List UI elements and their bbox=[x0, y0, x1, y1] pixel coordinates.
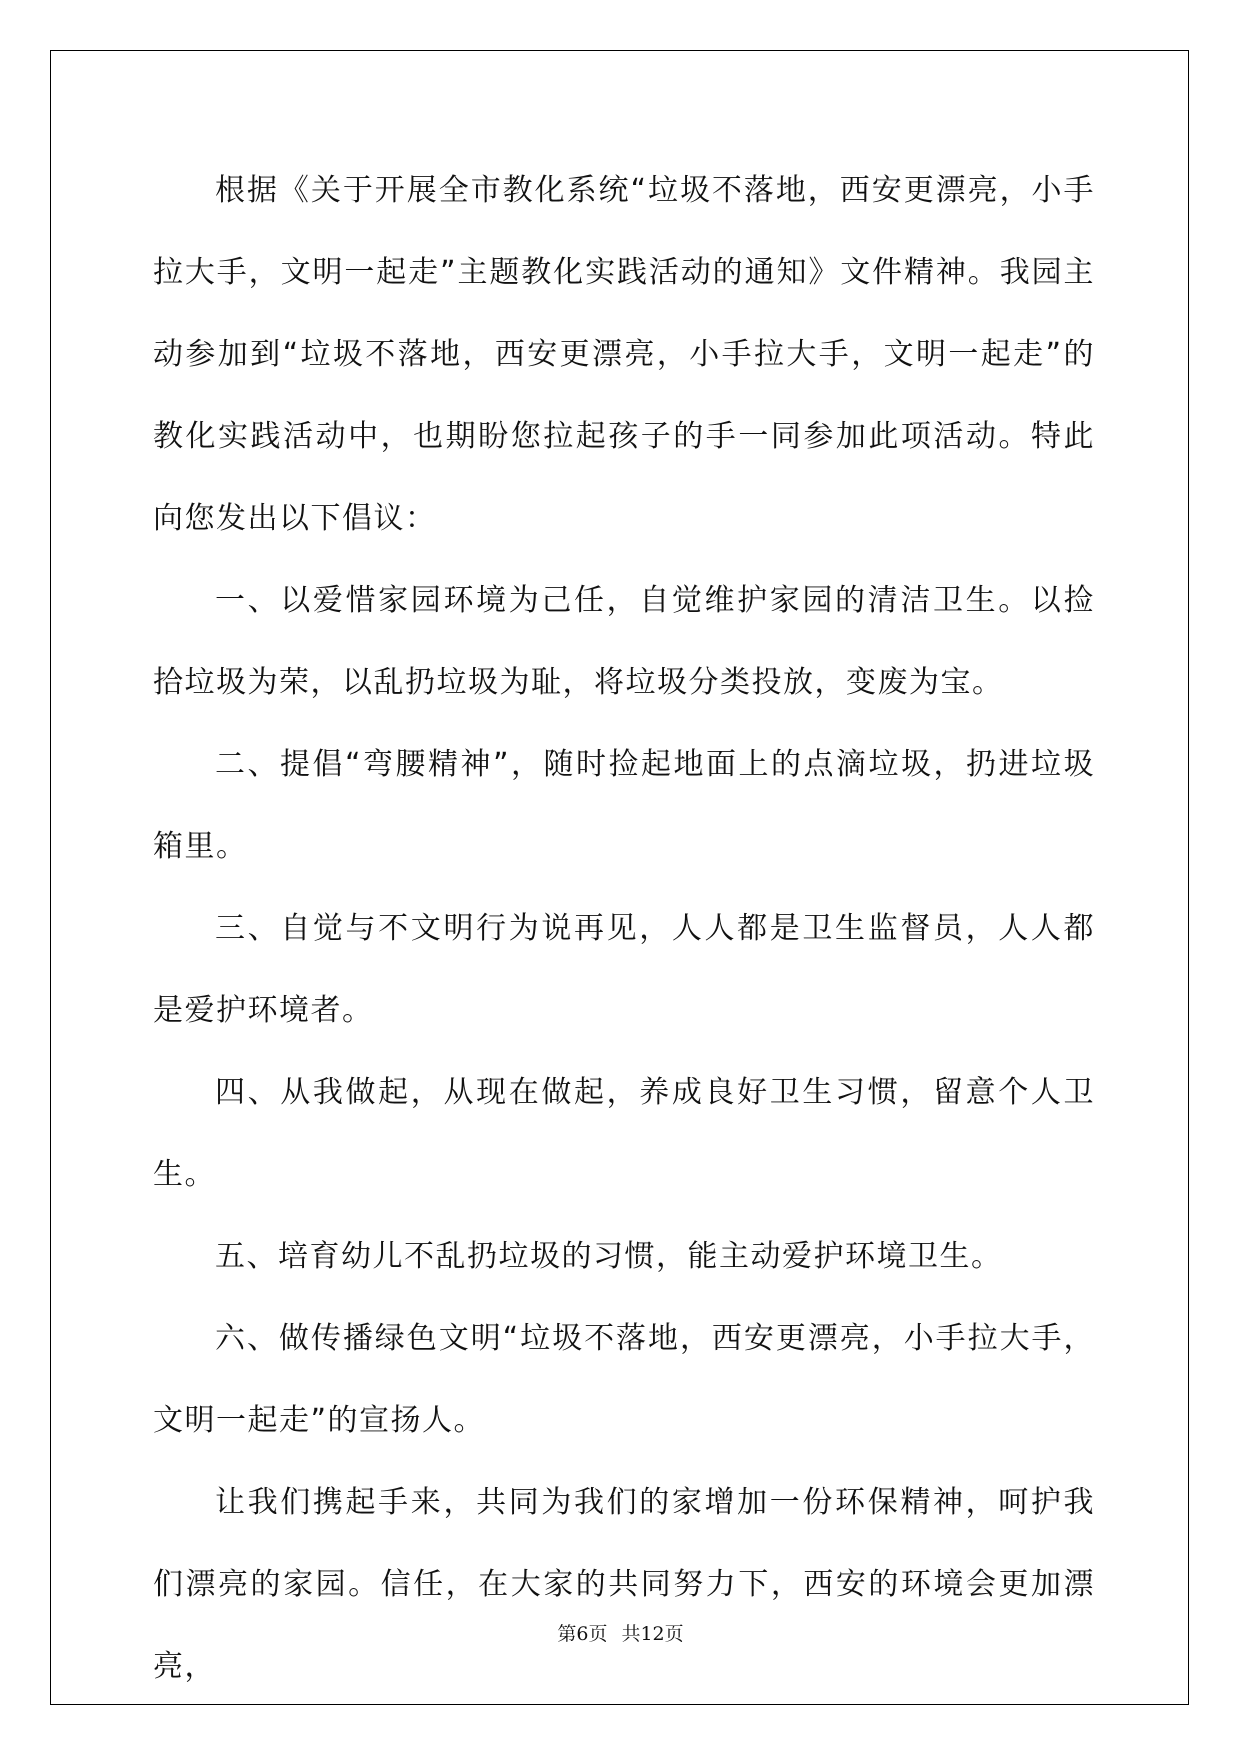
page-number: 第6页 bbox=[557, 1623, 608, 1645]
paragraph-item-3: 三、自觉与不文明行为说再见，人人都是卫生监督员，人人都是爱护环境者。 bbox=[153, 911, 1095, 1028]
page-total: 共12页 bbox=[621, 1623, 684, 1645]
paragraph-item-2: 二、提倡“弯腰精神”，随时捡起地面上的点滴垃圾，扔进垃圾箱里。 bbox=[153, 747, 1095, 864]
paragraph-item-4: 四、从我做起，从现在做起，养成良好卫生习惯，留意个人卫生。 bbox=[153, 1075, 1095, 1192]
paragraph-item-5: 五、培育幼儿不乱扔垃圾的习惯，能主动爱护环境卫生。 bbox=[215, 1239, 1003, 1274]
page-footer bbox=[0, 1619, 1241, 1646]
paragraph-intro: 根据《关于开展全市教化系统“垃圾不落地，西安更漂亮，小手拉大手，文明一起走”主题教化实践活动的通知》文件精神。我园主动参加到“垃圾不落地，西安更漂亮，小手拉大手，文明一起走”的教化实践活动中，也期盼您拉起孩子的手一同参加此项活动。特此向您发出以下倡议： bbox=[153, 173, 1095, 536]
paragraph-closing: 让我们携起手来，共同为我们的家增加一份环保精神，呵护我们漂亮的家园。信任，在大家的共同努力下，西安的环境会更加漂亮， bbox=[153, 1485, 1095, 1684]
paragraph-item-1: 一、以爱惜家园环境为己任，自觉维护家园的清洁卫生。以捡拾垃圾为荣，以乱扔垃圾为耻，将垃圾分类投放，变废为宝。 bbox=[153, 583, 1095, 700]
paragraph-item-6: 六、做传播绿色文明“垃圾不落地，西安更漂亮，小手拉大手，文明一起走”的宣扬人。 bbox=[153, 1321, 1095, 1438]
document-body bbox=[153, 150, 1095, 1708]
